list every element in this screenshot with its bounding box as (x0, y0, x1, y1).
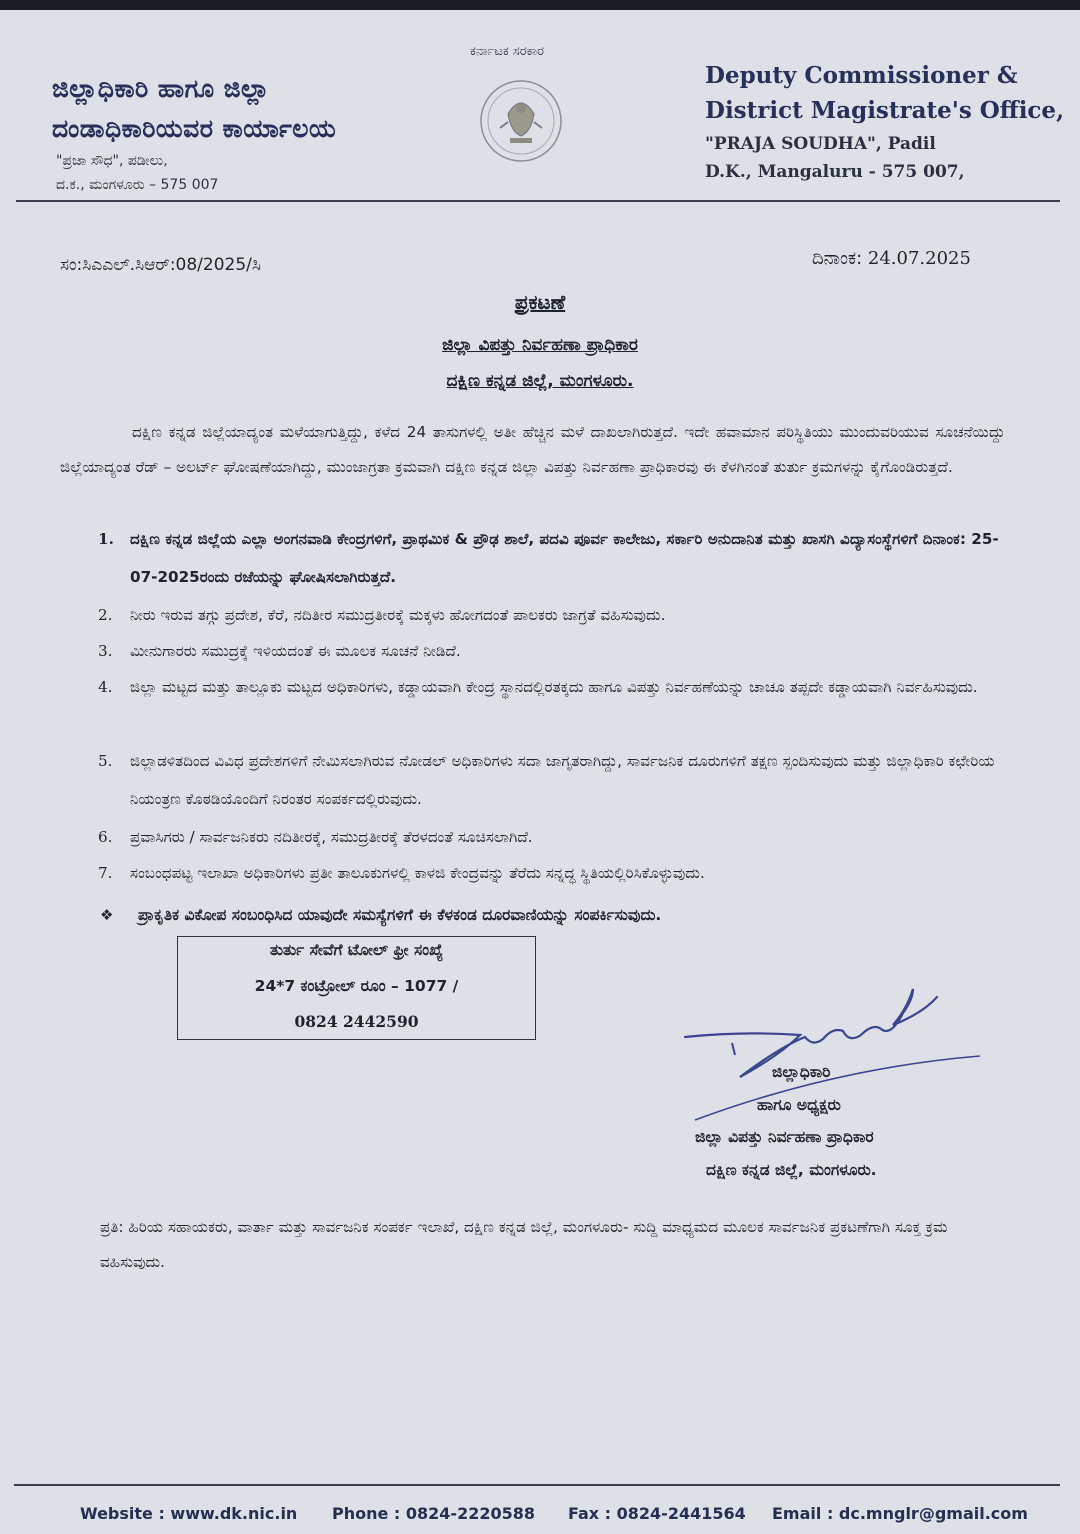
date-line (812, 248, 971, 269)
date-label: ದಿನಾಂಕ: (812, 248, 863, 269)
signatory-authority: ಜಿಲ್ಲಾ ವಿಪತ್ತು ನಿರ್ವಹಣಾ ಪ್ರಾಧಿಕಾರ (695, 1128, 874, 1146)
list-item-number: 3. (98, 642, 113, 660)
office-name-kn-line1: ಜಿಲ್ಲಾಧಿಕಾರಿ ಹಾಗೂ ಜಿಲ್ಲಾ (52, 74, 270, 103)
list-item-text: ನೀರು ಇರುವ ತಗ್ಗು ಪ್ರದೇಶ, ಕೆರೆ, ನದಿತೀರ ಸಮುದ್ರತೀರಕ್ಕೆ ಮಕ್ಕಳು ಹೋಗದಂತೆ ಪಾಲಕರು ಜಾಗ್ರತೆ ವಹಿಸುವುದು. (130, 606, 666, 624)
authority-line1: ಜಿಲ್ಲಾ ವಿಪತ್ತು ನಿರ್ವಹಣಾ ಪ್ರಾಧಿಕಾರ (442, 335, 638, 355)
footer-phone: Phone : 0824-2220588 (332, 1504, 535, 1523)
footer-divider (14, 1484, 1060, 1486)
address-kn-line1: "ಪ್ರಜಾ ಸೌಧ", ಪಡೀಲು, (56, 153, 168, 169)
list-item-number: 2. (98, 606, 113, 624)
list-item-number: 1. (98, 530, 114, 548)
signatory-designation: ಜಿಲ್ಲಾಧಿಕಾರಿ (772, 1063, 831, 1081)
reference-number: ಸಂ:ಸಿಎಎಲ್.ಸಿಆರ್:08/2025/ಸಿ (60, 255, 261, 275)
footer-website: Website : www.dk.nic.in (80, 1504, 298, 1523)
address-en-line2: D.K., Mangaluru - 575 007, (705, 162, 965, 182)
control-room-phone: 0824 2442590 (294, 1012, 419, 1031)
date-value: 24.07.2025 (867, 248, 971, 269)
control-room-number: 24*7 ಕಂಟ್ರೋಲ್ ರೂಂ – 1077 / (254, 977, 459, 995)
header-divider (16, 200, 1060, 202)
office-name-en-line1: Deputy Commissioner & (705, 62, 1018, 89)
list-item-text: ಜಿಲ್ಲಾ ಮಟ್ಟದ ಮತ್ತು ತಾಲ್ಲೂಕು ಮಟ್ಟದ ಅಧಿಕಾರಿಗಳು, ಕಡ್ಡಾಯವಾಗಿ ಕೇಂದ್ರ ಸ್ಥಾನದಲ್ಲಿರತಕ್ಕದು ಹಾಗೂ ವಿಪತ್ತು ನಿರ್ವಹಣೆಯನ್ನು ಚಾಚೂ ತಪ್ಪದೇ ಕಡ್ಡಾಯವಾಗಿ ನಿರ್ವಹಿಸುವುದು. (130, 678, 978, 696)
address-en-line1: "PRAJA SOUDHA", Padil (705, 134, 936, 154)
tollfree-title: ತುರ್ತು ಸೇವೆಗೆ ಟೋಲ್ ಫ್ರೀ ಸಂಖ್ಯೆ (269, 941, 444, 959)
list-item-text: ಮೀನುಗಾರರು ಸಮುದ್ರಕ್ಕೆ ಇಳಿಯದಂತೆ ಈ ಮೂಲಕ ಸೂಚನೆ ನೀಡಿದೆ. (130, 642, 461, 660)
tollfree-box (177, 936, 536, 1040)
copy-to: ಪ್ರತಿ: ಹಿರಿಯ ಸಹಾಯಕರು, ವಾರ್ತಾ ಮತ್ತು ಸಾರ್ವಜನಿಕ ಸಂಪರ್ಕ ಇಲಾಖೆ, ದಕ್ಷಿಣ ಕನ್ನಡ ಜಿಲ್ಲೆ, ಮಂಗಳೂರು- ಸುದ್ದಿ ಮಾಧ್ಯಮದ ಮೂಲಕ ಸಾರ್ವಜನಿಕ ಪ್ರಕಟಣೆಗಾಗಿ ಸೂಕ್ತ ಕ್ರಮ ವಹಿಸುವುದು. (100, 1218, 948, 1271)
list-item-number: 5. (98, 752, 113, 770)
footer-fax: Fax : 0824-2441564 (568, 1504, 746, 1523)
contact-instruction (100, 906, 661, 925)
intro-paragraph: ದಕ್ಷಿಣ ಕನ್ನಡ ಜಿಲ್ಲೆಯಾದ್ಯಂತ ಮಳೆಯಾಗುತ್ತಿದ್ದು, ಕಳೆದ 24 ತಾಸುಗಳಲ್ಲಿ ಅತೀ ಹೆಚ್ಚಿನ ಮಳೆ ದಾಖಲಾಗಿರುತ್ತದೆ. ಇದೇ ಹವಾಮಾನ ಪರಿಸ್ಥಿತಿಯು ಮುಂದುವರಿಯುವ ಸೂಚನೆಯಿದ್ದು ಜಿಲ್ಲೆಯಾದ್ಯಂತ ರೆಡ್ – ಅಲರ್ಟ್ ಘೋಷಣೆಯಾಗಿದ್ದು, ಮುಂಜಾಗ್ರತಾ ಕ್ರಮವಾಗಿ ದಕ್ಷಿಣ ಕನ್ನಡ ಜಿಲ್ಲಾ ವಿಪತ್ತು ನಿರ್ವಹಣಾ ಪ್ರಾಧಿಕಾರವು ಈ ಕೆಳಗಿನಂತೆ ತುರ್ತು ಕ್ರಮಗಳನ್ನು ಕೈಗೊಂಡಿರುತ್ತದೆ. (60, 423, 1005, 476)
list-item-text: ದಕ್ಷಿಣ ಕನ್ನಡ ಜಿಲ್ಲೆಯ ಎಲ್ಲಾ ಅಂಗನವಾಡಿ ಕೇಂದ್ರಗಳಿಗೆ, ಪ್ರಾಥಮಿಕ & ಪ್ರೌಢ ಶಾಲೆ, ಪದವಿ ಪೂರ್ವ ಕಾಲೇಜು, ಸರ್ಕಾರಿ ಅನುದಾನಿತ ಮತ್ತು ಖಾಸಗಿ ವಿದ್ಯಾಸಂಸ್ಥೆಗಳಿಗೆ ದಿನಾಂಕ: 25-07-2025ರಂದು ರಜೆಯನ್ನು ಘೋಷಿಸಲಾಗಿರುತ್ತದೆ. (130, 530, 999, 586)
list-item-number: 7. (98, 864, 113, 882)
list-item-text: ಸಂಬಂಧಪಟ್ಟ ಇಲಾಖಾ ಅಧಿಕಾರಿಗಳು ಪ್ರತೀ ತಾಲೂಕುಗಳಲ್ಲಿ ಕಾಳಜಿ ಕೇಂದ್ರವನ್ನು ತೆರೆದು ಸನ್ನದ್ಧ ಸ್ಥಿತಿಯಲ್ಲಿರಿಸಿಕೊಳ್ಳುವುದು. (130, 864, 705, 882)
list-item-text: ಪ್ರವಾಸಿಗರು / ಸಾರ್ವಜನಿಕರು ನದಿತೀರಕ್ಕೆ, ಸಮುದ್ರತೀರಕ್ಕೆ ತೆರಳದಂತೆ ಸೂಚಿಸಲಾಗಿದೆ. (130, 828, 533, 846)
list-item-number: 4. (98, 678, 113, 696)
list-item-number: 6. (98, 828, 113, 846)
office-name-kn-line2: ದಂಡಾಧಿಕಾರಿಯವರ ಕಾರ್ಯಾಲಯ (52, 114, 337, 143)
signatory-role: ಹಾಗೂ ಅಧ್ಯಕ್ಷರು (757, 1096, 841, 1114)
address-kn-line2: ದ.ಕ., ಮಂಗಳೂರು – 575 007 (56, 177, 219, 193)
state-emblem-icon (478, 66, 564, 176)
authority-line2: ದಕ್ಷಿಣ ಕನ್ನಡ ಜಿಲ್ಲೆ, ಮಂಗಳೂರು. (446, 371, 634, 391)
emblem-caption: ಕರ್ನಾಟಕ ಸರಕಾರ (470, 44, 544, 59)
diamond-bullet-icon: ❖ (100, 906, 114, 924)
list-item-text: ಜಿಲ್ಲಾಡಳಿತದಿಂದ ವಿವಿಧ ಪ್ರದೇಶಗಳಿಗೆ ನೇಮಿಸಲಾಗಿರುವ ನೋಡಲ್ ಅಧಿಕಾರಿಗಳು ಸದಾ ಜಾಗೃತರಾಗಿದ್ದು, ಸಾರ್ವಜನಿಕ ದೂರುಗಳಿಗೆ ತಕ್ಷಣ ಸ್ಪಂದಿಸುವುದು ಮತ್ತು ಜಿಲ್ಲಾಧಿಕಾರಿ ಕಛೇರಿಯ ನಿಯಂತ್ರಣ ಕೊಠಡಿಯೊಂದಿಗೆ ನಿರಂತರ ಸಂಪರ್ಕದಲ್ಲಿರುವುದು. (130, 752, 995, 808)
contact-instruction-text: ಪ್ರಾಕೃತಿಕ ವಿಕೋಪ ಸಂಬಂಧಿಸಿದ ಯಾವುದೇ ಸಮಸ್ಯೆಗಳಿಗೆ ಈ ಕೆಳಕಂಡ ದೂರವಾಣಿಯನ್ನು ಸಂಪರ್ಕಿಸುವುದು. (138, 906, 662, 924)
notice-title: ಪ್ರಕಟಣೆ (514, 290, 566, 314)
footer-email: Email : dc.mnglr@gmail.com (772, 1504, 1028, 1523)
letter-page (0, 10, 1080, 1534)
signatory-location: ದಕ್ಷಿಣ ಕನ್ನಡ ಜಿಲ್ಲೆ, ಮಂಗಳೂರು. (706, 1161, 877, 1179)
office-name-en-line2: District Magistrate's Office, (705, 97, 1065, 124)
